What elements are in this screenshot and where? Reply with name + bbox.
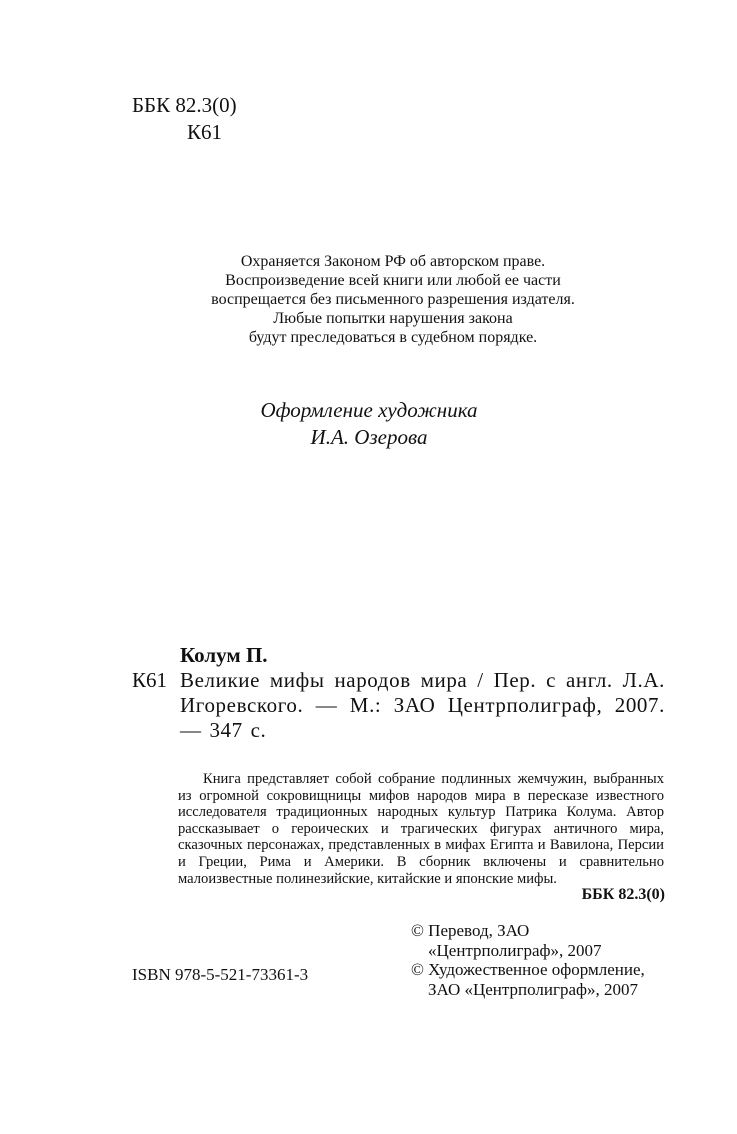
catalog-author: Колум П. bbox=[180, 643, 268, 667]
book-annotation bbox=[178, 771, 664, 887]
isbn: ISBN 978-5-521-73361-3 bbox=[132, 965, 309, 984]
copyright-lines bbox=[411, 921, 645, 999]
bbk-classification-top bbox=[132, 92, 237, 146]
author-mark: К61 bbox=[187, 120, 223, 144]
annotation-text: Книга представляет собой собрание подлинных жемчужин, выбранных из огромной сокровищницы мифов народов мира в пересказе известного исследователя традиционных народных культур Патрика Колума. Автор рассказывает о героических и трагических фигурах античного мира, сказочных персонажах, представленных в мифах Египта и Вавилона, Персии и Греции, Рима и Америки. В сборник включены и сравнительно малоизвестные полинезийские, китайские и японские мифы. bbox=[178, 771, 664, 887]
copyright-translation-line2: «Центрполиграф», 2007 bbox=[428, 940, 602, 960]
notice-line: Любые попытки нарушения закона bbox=[273, 310, 513, 327]
copyright-design-line1: © Художественное оформление, bbox=[411, 960, 645, 979]
bbk-classification-bottom: ББК 82.3(0) bbox=[581, 886, 665, 903]
notice-line: Воспроизведение всей книги или любой ее части bbox=[225, 272, 561, 289]
notice-line: будут преследоваться в судебном порядке. bbox=[248, 329, 538, 346]
catalog-description: Великие мифы народов мира / Пер. с англ. Л.А. Игоревского. — М.: ЗАО Центрполиграф, 2007. — 347 с. bbox=[180, 668, 665, 742]
copyright-notice bbox=[0, 252, 737, 347]
copyright-design-line2: ЗАО «Центрполиграф», 2007 bbox=[428, 979, 639, 999]
bbk-code: ББК 82.3(0) bbox=[132, 93, 237, 117]
notice-line: Охраняется Законом РФ об авторском праве. bbox=[240, 253, 546, 270]
artist-credit bbox=[0, 397, 737, 451]
copyright-translation-line1: © Перевод, ЗАО bbox=[411, 921, 530, 940]
artist-name: И.А. Озерова bbox=[310, 425, 428, 449]
notice-line: воспрещается без письменного разрешения издателя. bbox=[211, 291, 575, 308]
artist-credit-label: Оформление художника bbox=[260, 398, 478, 422]
catalog-code: К61 bbox=[132, 668, 168, 692]
